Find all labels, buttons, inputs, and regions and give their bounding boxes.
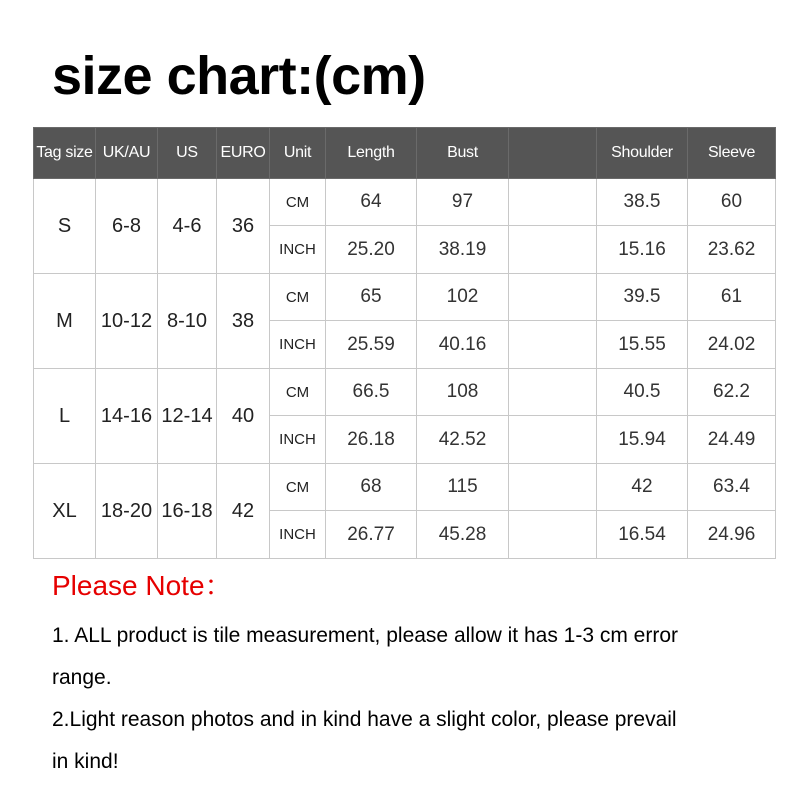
unit-cell: INCH [270, 226, 326, 274]
us-cell: 4-6 [158, 179, 217, 274]
unit-cell: INCH [270, 416, 326, 464]
unit-cell: CM [270, 369, 326, 416]
sleeve-cell: 24.96 [688, 511, 776, 559]
shoulder-cell: 15.16 [597, 226, 688, 274]
bust-cell: 97 [417, 179, 509, 226]
uk-au-cell: 18-20 [96, 464, 158, 559]
table-header-row [34, 128, 776, 179]
length-cell: 68 [326, 464, 417, 511]
euro-cell: 38 [217, 274, 270, 369]
blank-cell [509, 464, 597, 511]
shoulder-cell: 15.55 [597, 321, 688, 369]
tag-size-cell: S [34, 179, 96, 274]
bust-cell: 108 [417, 369, 509, 416]
euro-cell: 40 [217, 369, 270, 464]
length-cell: 26.77 [326, 511, 417, 559]
uk-au-cell: 6-8 [96, 179, 158, 274]
us-cell: 12-14 [158, 369, 217, 464]
shoulder-cell: 38.5 [597, 179, 688, 226]
bust-cell: 115 [417, 464, 509, 511]
tag-size-cell: L [34, 369, 96, 464]
us-cell: 16-18 [158, 464, 217, 559]
header-length: Length [326, 128, 417, 179]
tag-size-cell: XL [34, 464, 96, 559]
note-heading: Please Note： [52, 570, 233, 601]
table-row [34, 274, 776, 321]
bust-cell: 102 [417, 274, 509, 321]
header-tag-size: Tag size [34, 128, 96, 179]
header-bust: Bust [417, 128, 509, 179]
sleeve-cell: 23.62 [688, 226, 776, 274]
blank-cell [509, 511, 597, 559]
page-title: size chart:(cm) [52, 46, 426, 106]
shoulder-cell: 42 [597, 464, 688, 511]
bust-cell: 45.28 [417, 511, 509, 559]
shoulder-cell: 39.5 [597, 274, 688, 321]
shoulder-cell: 40.5 [597, 369, 688, 416]
sleeve-cell: 61 [688, 274, 776, 321]
header-shoulder: Shoulder [597, 128, 688, 179]
tag-size-cell: M [34, 274, 96, 369]
blank-cell [509, 369, 597, 416]
unit-cell: CM [270, 274, 326, 321]
blank-cell [509, 321, 597, 369]
blank-cell [509, 274, 597, 321]
euro-cell: 36 [217, 179, 270, 274]
table-row [34, 464, 776, 511]
bust-cell: 38.19 [417, 226, 509, 274]
bust-cell: 42.52 [417, 416, 509, 464]
length-cell: 66.5 [326, 369, 417, 416]
sleeve-cell: 62.2 [688, 369, 776, 416]
unit-cell: CM [270, 179, 326, 226]
blank-cell [509, 416, 597, 464]
euro-cell: 42 [217, 464, 270, 559]
length-cell: 65 [326, 274, 417, 321]
note-line: 2.Light reason photos and in kind have a slight color, please prevail [52, 708, 677, 731]
header-blank [509, 128, 597, 179]
length-cell: 26.18 [326, 416, 417, 464]
size-table [33, 127, 776, 559]
blank-cell [509, 179, 597, 226]
note-line: 1. ALL product is tile measurement, please allow it has 1-3 cm error [52, 624, 679, 647]
blank-cell [509, 226, 597, 274]
sleeve-cell: 24.49 [688, 416, 776, 464]
unit-cell: INCH [270, 321, 326, 369]
length-cell: 25.59 [326, 321, 417, 369]
bust-cell: 40.16 [417, 321, 509, 369]
note-line: in kind! [52, 750, 119, 773]
header-uk-au: UK/AU [96, 128, 158, 179]
length-cell: 64 [326, 179, 417, 226]
shoulder-cell: 16.54 [597, 511, 688, 559]
unit-cell: INCH [270, 511, 326, 559]
sleeve-cell: 24.02 [688, 321, 776, 369]
header-unit: Unit [270, 128, 326, 179]
sleeve-cell: 63.4 [688, 464, 776, 511]
header-us: US [158, 128, 217, 179]
header-euro: EURO [217, 128, 270, 179]
length-cell: 25.20 [326, 226, 417, 274]
header-sleeve: Sleeve [688, 128, 776, 179]
uk-au-cell: 10-12 [96, 274, 158, 369]
unit-cell: CM [270, 464, 326, 511]
sleeve-cell: 60 [688, 179, 776, 226]
table-row [34, 369, 776, 416]
shoulder-cell: 15.94 [597, 416, 688, 464]
table-row [34, 179, 776, 226]
note-line: range. [52, 666, 112, 689]
us-cell: 8-10 [158, 274, 217, 369]
uk-au-cell: 14-16 [96, 369, 158, 464]
